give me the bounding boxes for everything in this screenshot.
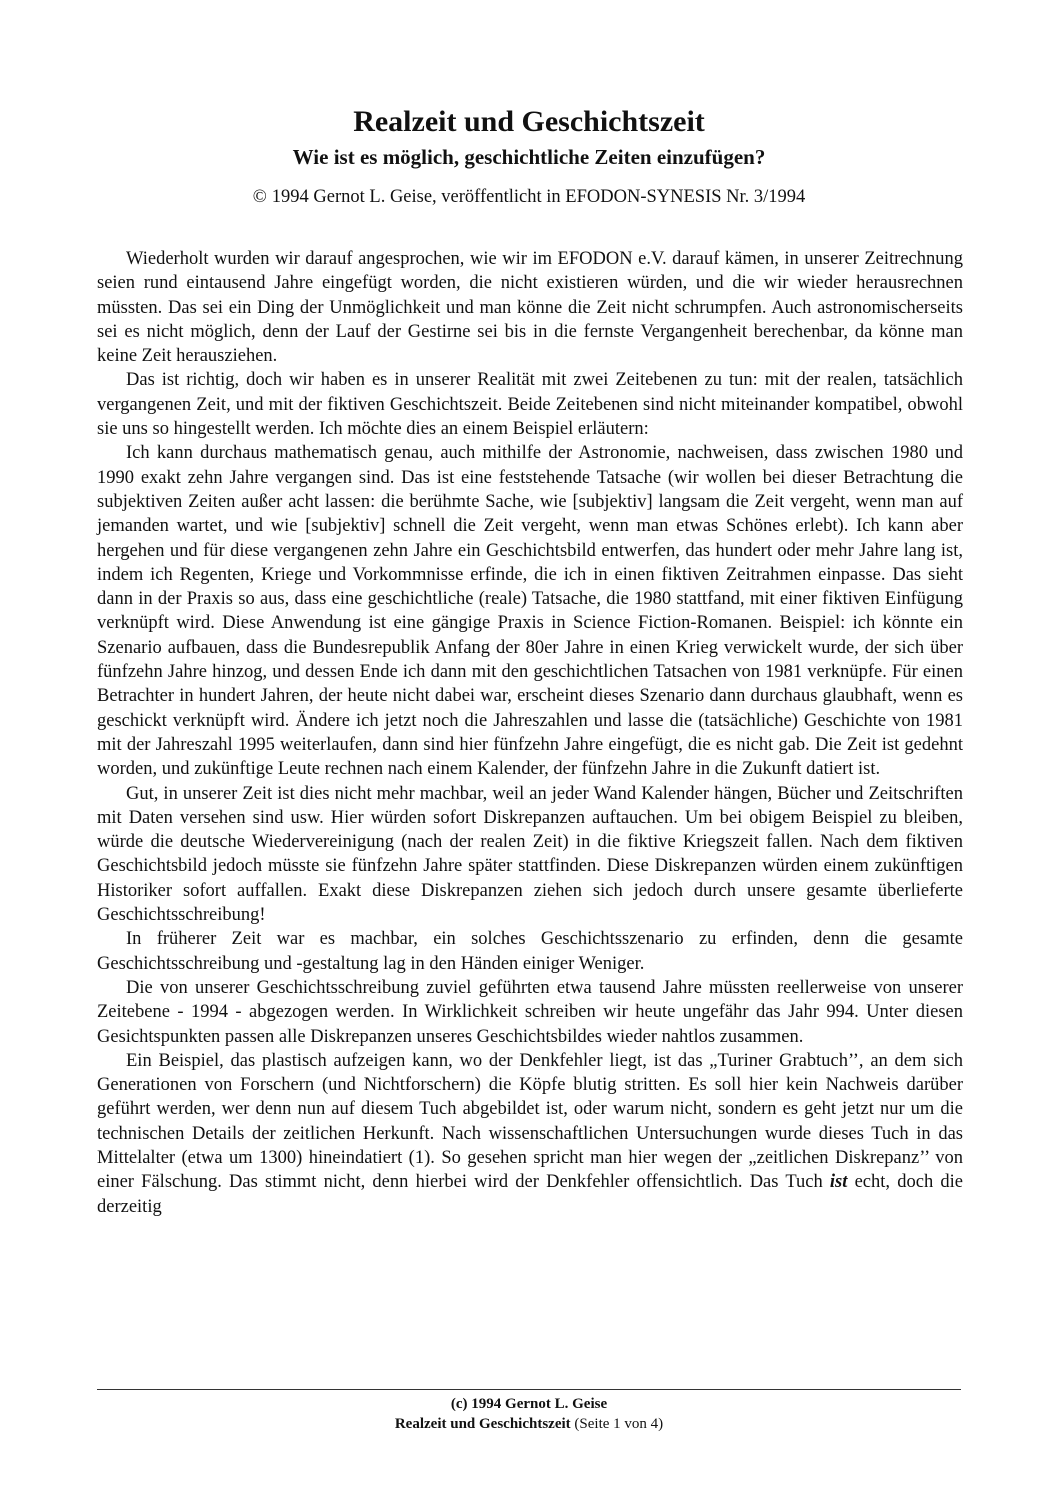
paragraph: Ich kann durchaus mathematisch genau, auch mithilfe der Astronomie, nachweisen, dass zwischen 1980 und 1990 exakt zehn Jahre vergangen sind. Das ist eine feststehende Tatsache (wir wollen bei dieser Betrachtung die subjektiven Zeiten außer acht lassen: die berühmte Sache, wie [subjektiv] langsam die Zeit vergeht, wenn man auf jemanden wartet, und wie [subjektiv] schnell die Zeit vergeht, wenn man etwas Schönes erlebt). Ich kann aber hergehen und für diese vergangenen zehn Jahre ein Geschichtsbild entwerfen, das hundert oder mehr Jahre lang ist, indem ich Regenten, Kriege und Vorkommnisse erfinde, die ich in einen fiktiven Zeitrahmen einpasse. Das sieht dann in der Praxis so aus, dass eine geschichtliche (reale) Tatsache, die 1980 stattfand, mit einer fiktiven Einfügung verknüpft wird. Diese Anwendung ist eine gängige Praxis in Science Fiction-Romanen. Beispiel: ich könnte ein Szenario aufbauen, dass die Bundesrepublik Anfang der 80er Jahre in einen Krieg verwickelt wurde, der sich über fünfzehn Jahre hinzog, und dessen Ende ich dann mit den geschichtlichen Tatsachen von 1981 verknüpfe. Für einen Betrachter in hundert Jahren, der heute nicht dabei war, erscheint dieses Szenario dann durchaus glaubhaft, wenn es geschickt verknüpft wird. Ändere ich jetzt noch die Jahreszahlen und lasse die (tatsächliche) Geschichte von 1981 mit der Jahreszahl 1995 weiterlaufen, dann sind hier fünfzehn Jahre eingefügt, die es nicht gab. Die Zeit ist gedehnt worden, und zukünftige Leute rechnen nach einem Kalender, der fünfzehn Jahre in die Zukunft datiert ist. [97,443,963,780]
footer-doc-title: Realzeit und Geschichtszeit [394,1416,571,1432]
paragraph [97,1049,963,1219]
footer-copyright: (c) 1994 Gernot L. Geise [450,1396,608,1412]
article-body [97,247,963,1219]
paragraph: Wiederholt wurden wir darauf angesprochen, wie wir im EFODON e.V. darauf kämen, in unserer Zeitrechnung seien rund eintausend Jahre eingefügt worden, die nicht existieren würden, und die wir wieder herausrechnen müssten. Das sei ein Ding der Unmöglichkeit und man könne die Zeit nicht schrumpfen. Auch astronomischerseits sei es nicht möglich, denn der Lauf der Gestirne sei bis in die fernste Vergangenheit berechenbar, da könne man keine Zeit herausziehen. [97,249,963,367]
paragraph-text: Ein Beispiel, das plastisch aufzeigen kann, wo der Denkfehler liegt, ist das „Turiner Grabtuch’’, an dem sich Generationen von Forschern (und Nichtforschern) die Köpfe blutig stritten. Es soll hier kein Nachweis darüber geführt werden, wer denn nun auf diesem Tuch abgebildet ist, oder warum nicht, sondern es geht jetzt nur um die technischen Details der zeitlichen Herkunft. Nach wissenschaftlichen Untersuchungen wurde dieses Tuch in das Mittelalter (etwa um 1300) hineindatiert (1). So gesehen spricht man hier wegen der „zeitlichen Diskrepanz’’ von einer Fälschung. Das stimmt nicht, denn hierbei wird der Denkfehler offensichtlich. Das Tuch [97,1050,963,1193]
footer-divider [97,1389,961,1390]
page-title: Realzeit und Geschichtszeit [353,105,705,138]
paragraph: In früherer Zeit war es machbar, ein solches Geschichtsszenario zu erfinden, denn die gesamte Geschichtsschreibung und -gestaltung lag in den Händen einiger Weniger. [97,929,963,974]
paragraph: Gut, in unserer Zeit ist dies nicht mehr machbar, weil an jeder Wand Kalender hängen, Bücher und Zeitschriften mit Daten versehen sind usw. Hier würden sofort Diskrepanzen auftauchen. Um bei obigem Beispiel zu bleiben, würde die deutsche Wiedervereinigung (nach der realen Zeit) in die fiktive Kriegszeit fallen. Nach dem fiktiven Geschichtsbild jedoch müsste sie fünfzehn Jahre später stattfinden. Diese Diskrepanzen würden einem zukünftigen Historiker sofort auffallen. Exakt diese Diskrepanzen ziehen sich jedoch durch unsere gesamte überlieferte Geschichtsschreibung! [97,783,963,926]
paragraph-text-continued: echt, doch die derzeitig [97,1172,963,1217]
footer-page-number: (Seite 1 von 4) [574,1416,664,1432]
paragraph: Die von unserer Geschichtsschreibung zuviel geführten etwa tausend Jahre müssten reellerweise von unserer Zeitebene - 1994 - abgezogen werden. In Wirklichkeit schreiben wir heute ungefähr das Jahr 994. Unter diesen Gesichtspunkten passen alle Diskrepanzen unseres Geschichtsbildes wieder nahtlos zusammen. [97,977,963,1047]
page-subtitle: Wie ist es möglich, geschichtliche Zeiten einzufügen? [292,145,766,169]
byline-text: 1994 Gernot L. Geise, veröffentlicht in EFODON-SYNESIS Nr. 3/1994 [271,187,806,207]
footer-page-info [0,1416,1058,1433]
byline [0,184,1058,210]
paragraph: Das ist richtig, doch wir haben es in unserer Realität mit zwei Zeitebenen zu tun: mit der realen, tatsächlich vergangenen Zeit, und mit der fiktiven Geschichtszeit. Beide Zeitebenen sind nicht miteinander kompatibel, obwohl sie uns so hingestellt werden. Ich möchte dies an einem Beispiel erläutern: [97,370,963,440]
copyright-icon: © [252,187,267,207]
emphasis-text: ist [829,1172,848,1193]
